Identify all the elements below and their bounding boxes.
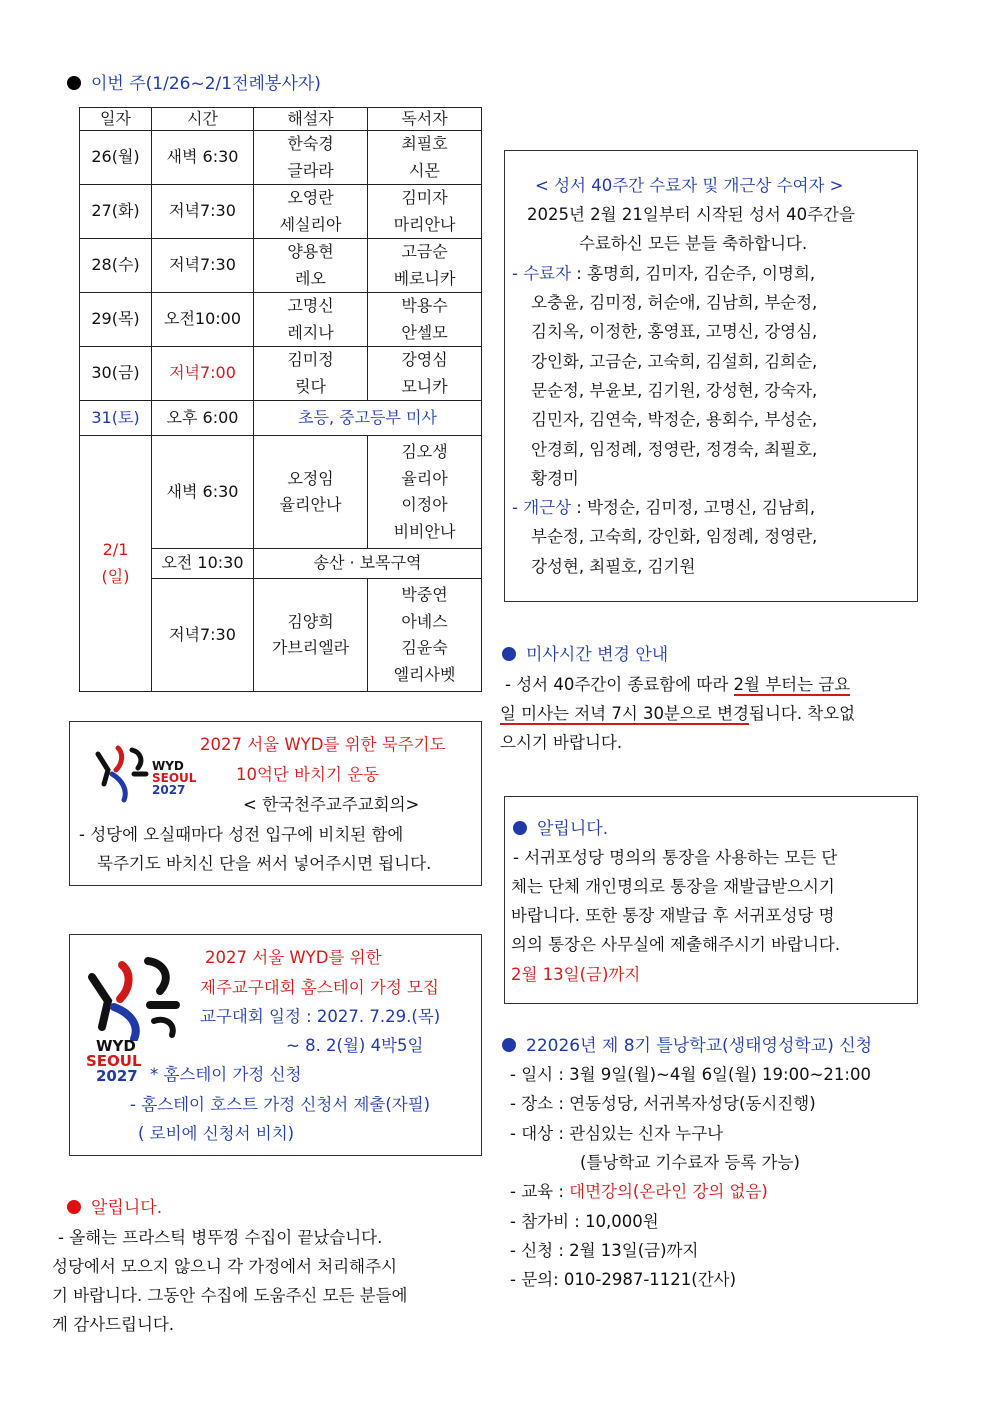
table-row [80,239,482,293]
row-time: 저녁7:30 [152,185,254,239]
row-date: 28(수) [80,239,152,293]
homestay-date: 교구대회 일정 : 2027. 7.29.(목) [200,1007,441,1026]
notice-bottle-text: 기 바랍니다. 그동안 수집에 도움주신 모든 분들에 [52,1286,408,1305]
bible-course-title: < 성서 40주간 수료자 및 개근상 수여자 > [535,176,844,195]
wyd-logo-icon [94,740,150,804]
row-commentator: 김미정 릿다 [254,347,368,401]
row-time: 오전 10:30 [152,549,254,579]
notice-account-text: 바랍니다. 또한 통장 재발급 후 서귀포성당 명 [511,906,835,925]
notice-bottle-text: - 올해는 프라스틱 병뚜껑 수집이 끝났습니다. [58,1228,383,1247]
row-time: 오후 6:00 [152,401,254,436]
graduates-names: 오충윤, 김미정, 허순애, 김남희, 부순정, [531,293,818,312]
mass-time-title: 미사시간 변경 안내 [526,645,669,665]
graduates-names: 황경미 [531,469,579,488]
row-commentator: 오정임 율리안나 [254,436,368,549]
notice-account-box [504,796,918,1004]
wyd-rosary-org: < 한국천주교주교회의> [243,795,420,814]
row-date: 29(목) [80,293,152,347]
bible-course-intro: 2025년 2월 21일부터 시작된 성서 40주간을 [527,205,855,224]
mass-time-text: - 성서 40주간이 종료함에 따라 2월 부터는 금요 [505,675,851,694]
school-title: 22026년 제 8기 틀낭학교(생태영성학교) 신청 [526,1036,873,1056]
row-time: 새벽 6:30 [152,131,254,185]
school-place: - 장소 : 연동성당, 서귀복자성당(동시진행) [510,1094,816,1113]
wyd-rosary-box [69,721,482,886]
mass-time-highlight: 일 미사는 저녁 7시 30분으로 변경 [500,704,749,723]
wyd-logo [94,740,206,808]
header-time: 시간 [152,108,254,131]
notice-account-text: 체는 단체 개인명의로 통장을 재발급받으시기 [511,877,835,896]
logo-year: 2027 [96,1067,138,1085]
row-time: 저녁7:30 [152,239,254,293]
logo-seoul: SEOUL [86,1052,142,1070]
table-header-row [80,108,482,131]
notice-account-title: 알립니다. [537,819,609,839]
notice-account-deadline: 2월 13일(금)까지 [511,965,641,984]
wyd-rosary-subtitle: 10억단 바치기 운동 [236,765,380,784]
school-fee: - 참가비 : 10,000원 [510,1212,659,1231]
notice-account-text: - 서귀포성당 명의의 통장을 사용하는 모든 단 [513,848,838,867]
graduates-names: : 홍명희, 김미자, 김순주, 이명희, [576,264,816,283]
table-row-saturday [80,401,482,436]
row-reader: 강영심 모니카 [368,347,482,401]
schedule-table [79,107,482,692]
notice-account-text: 의의 통장은 사무실에 제출해주시기 바랍니다. [511,935,841,954]
school-date: - 일시 : 3월 9일(월)~4월 6일(월) 19:00~21:00 [510,1065,871,1084]
wyd-rosary-desc: 묵주기도 바치신 단을 써서 넣어주시면 됩니다. [97,854,432,873]
row-reader: 박용수 안셀모 [368,293,482,347]
logo-wyd: WYD [96,1037,136,1055]
homestay-item: - 홈스테이 호스트 가정 신청서 제출(자필) [130,1095,431,1114]
row-reader: 김미자 마리안나 [368,185,482,239]
row-time: 저녁7:00 [152,347,254,401]
table-row [80,185,482,239]
mass-time-heading [502,643,668,667]
wyd-homestay-box [69,934,482,1156]
row-date: 31(토) [80,401,152,436]
attendance-names: : 박정순, 김미정, 고명신, 김남희, [576,498,816,517]
row-reader: 김오생 율리아 이정아 비비안나 [368,436,482,549]
row-commentator: 오영란 세실리아 [254,185,368,239]
graduates-names: 안경희, 임정례, 정영란, 정경숙, 최필호, [531,440,818,459]
homestay-date-end: ~ 8. 2(월) 4박5일 [286,1036,424,1055]
row-reader: 최필호 시몬 [368,131,482,185]
row-note: 송산 · 보목구역 [254,549,482,579]
notice-account-heading [513,817,608,841]
attendance-names: 부순정, 고숙희, 강인화, 임정례, 정영란, [531,527,818,546]
school-heading [502,1034,872,1058]
row-reader: 고금순 베로니카 [368,239,482,293]
graduates-names: 강인화, 고금순, 고숙희, 김설희, 김희순, [531,352,818,371]
table-row [80,293,482,347]
bible-course-intro: 수료하신 모든 분들 축하합니다. [579,234,808,253]
wyd-rosary-desc: - 성당에 오실때마다 성전 입구에 비치된 함에 [79,825,404,844]
notice-bottle-heading [67,1196,162,1220]
table-row-sunday-dawn [80,436,482,549]
table-row [80,347,482,401]
homestay-title: 2027 서울 WYD를 위한 [205,948,382,967]
header-date: 일자 [80,108,152,131]
wyd-logo-icon [84,951,184,1041]
row-time: 저녁7:30 [152,579,254,692]
bullet-icon [67,76,81,90]
school-apply: - 신청 : 2월 13일(금)까지 [510,1241,699,1260]
notice-bottle-title: 알립니다. [91,1198,163,1218]
graduates-label: 수료자 [523,264,572,283]
table-row [80,131,482,185]
school-target: - 대상 : 관심있는 신자 누구나 [510,1124,724,1143]
notice-bottle-text: 성당에서 모으지 않으니 각 가정에서 처리해주시 [52,1257,398,1276]
mass-time-highlight: 2월 부터는 금요 [733,675,851,694]
attendance-names: 강성현, 최필호, 김기원 [531,557,696,576]
graduates-line: - 수료자 : 홍명희, 김미자, 김순주, 이명희, [512,264,816,283]
graduates-names: 김민자, 김연숙, 박정순, 용회수, 부성순, [531,410,818,429]
school-target-note: (틀낭학교 기수료자 등록 가능) [580,1153,800,1172]
schedule-heading [67,72,321,96]
homestay-item: * 홈스테이 가정 신청 [150,1065,302,1084]
row-date: 30(금) [80,347,152,401]
bible-course-box [504,150,918,602]
row-time: 새벽 6:30 [152,436,254,549]
graduates-names: 문순정, 부윤보, 김기원, 강성현, 강숙자, [531,381,818,400]
attendance-label: 개근상 [523,498,572,517]
row-commentator: 한숙경 글라라 [254,131,368,185]
homestay-subtitle: 제주교구대회 홈스테이 가정 모집 [200,978,439,997]
mass-time-text: 일 미사는 저녁 7시 30분으로 변경됩니다. 착오없 [500,704,856,723]
attendance-line: - 개근상 : 박정순, 김미정, 고명신, 김남희, [512,498,816,517]
header-reader: 독서자 [368,108,482,131]
row-note: 초등, 중고등부 미사 [254,401,482,436]
school-education-value: 대면강의(온라인 강의 없음) [569,1182,768,1201]
school-contact: - 문의: 010-2987-1121(간사) [510,1270,737,1289]
bullet-icon [502,647,516,661]
bullet-icon [67,1200,81,1214]
graduates-names: 김치옥, 이정한, 홍영표, 고명신, 강영심, [531,322,818,341]
schedule-title: 이번 주(1/26~2/1전례봉사자) [91,74,321,94]
row-commentator: 고명신 레지나 [254,293,368,347]
row-date: 27(화) [80,185,152,239]
row-time: 오전10:00 [152,293,254,347]
logo-wyd: WYD [152,759,184,773]
row-commentator: 양용현 레오 [254,239,368,293]
notice-bottle-text: 게 감사드립니다. [52,1315,175,1334]
row-reader: 박중연 아녜스 김윤숙 엘리사벳 [368,579,482,692]
row-commentator: 김양희 가브리엘라 [254,579,368,692]
row-date: 26(월) [80,131,152,185]
mass-time-text: 으시기 바랍니다. [500,733,623,752]
header-commentator: 해설자 [254,108,368,131]
school-education: - 교육 : 대면강의(온라인 강의 없음) [510,1182,768,1201]
row-date-sunday: 2/1 (일) [80,436,152,692]
logo-year: 2027 [152,783,186,797]
bullet-icon [502,1038,516,1052]
bullet-icon [513,821,527,835]
homestay-item: ( 로비에 신청서 비치) [138,1124,295,1143]
wyd-rosary-title: 2027 서울 WYD를 위한 묵주기도 [200,735,446,754]
logo-seoul: SEOUL [152,771,197,785]
